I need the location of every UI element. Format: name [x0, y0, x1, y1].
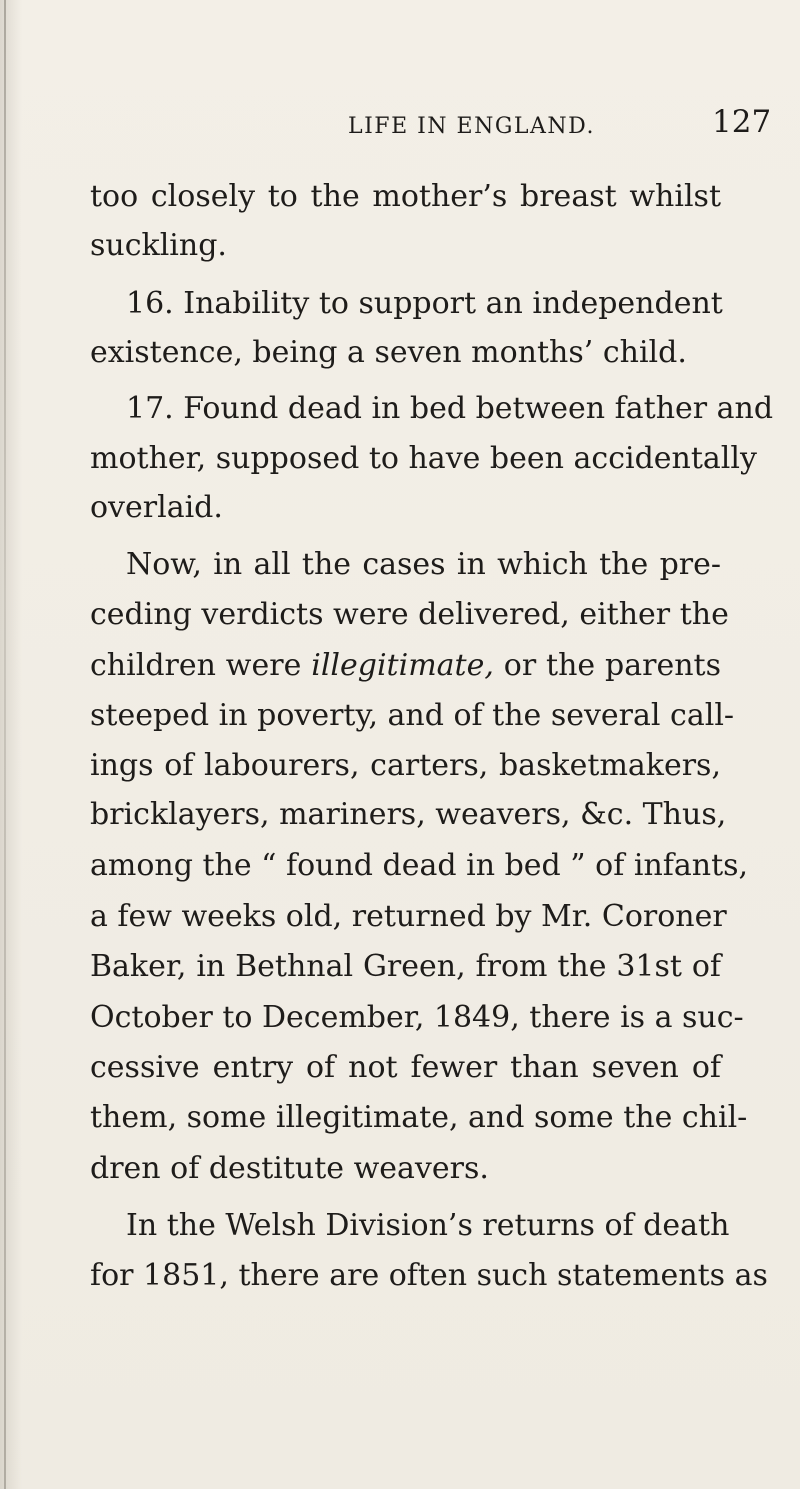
- text-line: for 1851, there are often such statements as: [90, 1258, 768, 1293]
- text-line: bricklayers, mariners, weavers, &c. Thus,: [90, 797, 727, 832]
- page-number: 127: [712, 104, 772, 140]
- text-line: overlaid.: [90, 490, 223, 525]
- text-line: October to December, 1849, there is a suc-: [90, 1000, 744, 1035]
- page-header: [0, 100, 800, 150]
- text-line: Now, in all the cases in which the pre-: [126, 547, 721, 582]
- text-line: cessive entry of not fewer than seven of: [90, 1050, 721, 1085]
- text-line: mother, supposed to have been accidentally: [90, 441, 757, 476]
- text-line: a few weeks old, returned by Mr. Coroner: [90, 899, 727, 934]
- text-line: Baker, in Bethnal Green, from the 31st of: [90, 949, 721, 984]
- text-run: or the parents: [503, 648, 721, 683]
- text-line: 17. Found dead in bed between father and: [126, 391, 774, 426]
- text-line: steeped in poverty, and of the several call-: [90, 698, 735, 733]
- text-line: [90, 647, 721, 685]
- text-line: ceding verdicts were delivered, either the: [90, 597, 729, 632]
- text-line: existence, being a seven months’ child.: [90, 335, 687, 370]
- italic-word: illegitimate,: [311, 648, 494, 683]
- text-line: them, some illegitimate, and some the chil-: [90, 1100, 748, 1135]
- text-line: too closely to the mother’s breast whilst: [90, 179, 721, 214]
- text-line: ings of labourers, carters, basketmakers,: [90, 748, 721, 783]
- text-line: among the “ found dead in bed ” of infants,: [90, 848, 749, 883]
- running-head: LIFE IN ENGLAND.: [348, 114, 596, 139]
- text-line: dren of destitute weavers.: [90, 1151, 489, 1186]
- text-line: In the Welsh Division’s returns of death: [126, 1208, 730, 1243]
- text-line: 16. Inability to support an independent: [126, 286, 723, 321]
- page-gutter-shadow: [4, 0, 6, 1489]
- text-line: suckling.: [90, 228, 227, 263]
- text-run: children were: [90, 648, 302, 683]
